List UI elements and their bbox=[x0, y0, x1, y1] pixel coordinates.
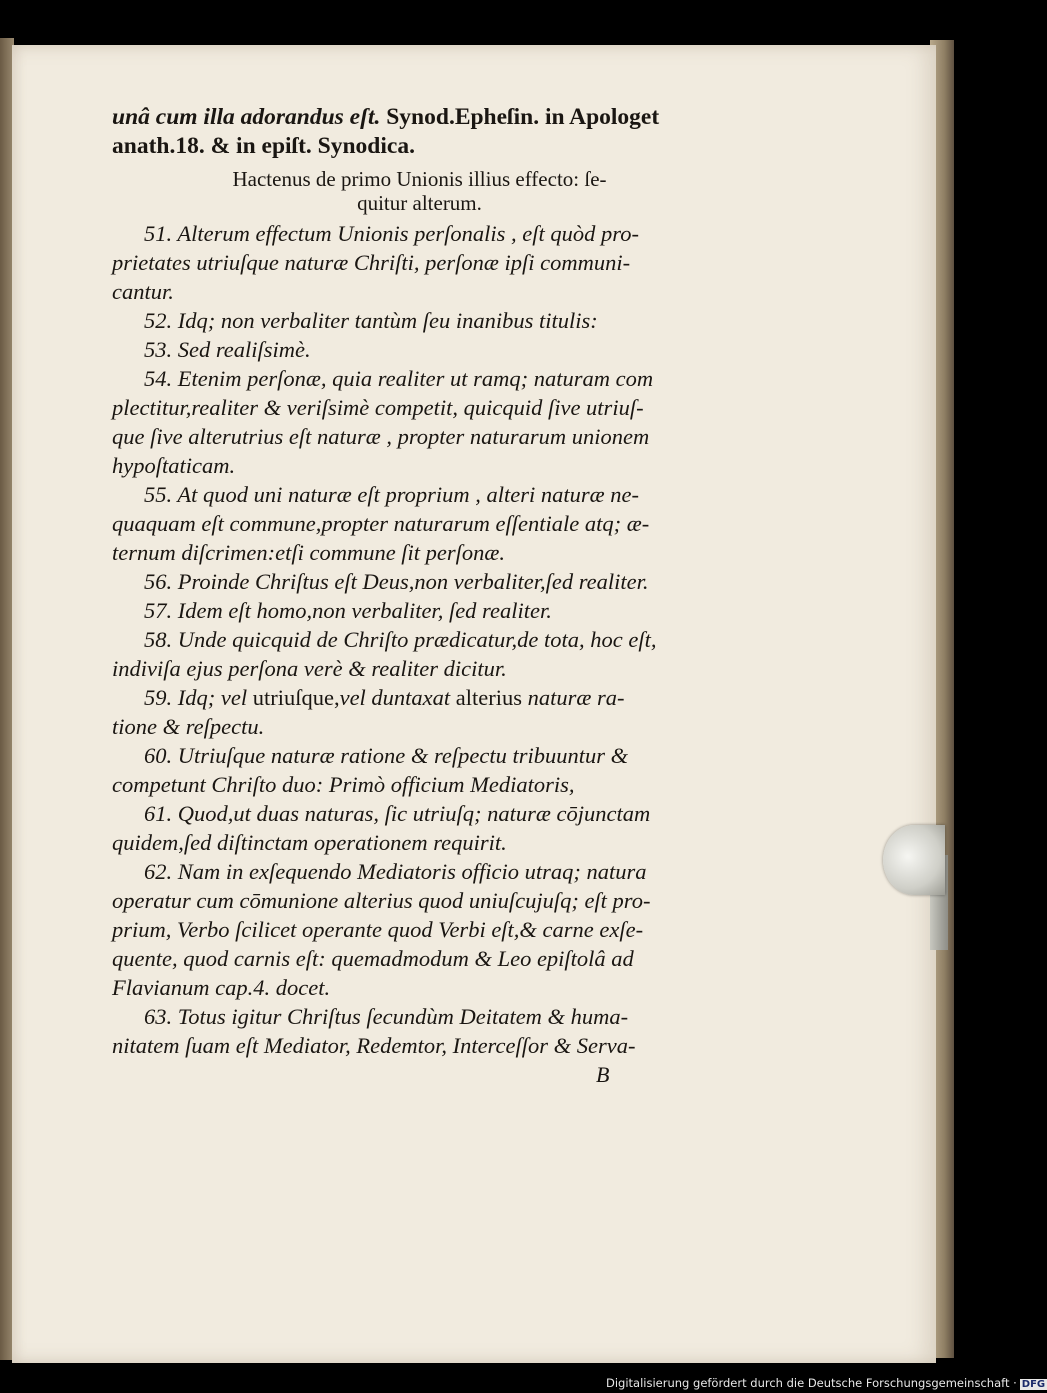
text-fragment: naturæ ra- bbox=[527, 685, 625, 710]
text-line-59 bbox=[112, 683, 727, 712]
text-line: 56. Proinde Chriſtus eſt Deus,non verbaliter,ſed realiter. bbox=[144, 569, 649, 594]
text-line: nitatem ſuam eſt Mediator, Redemtor, Interceſſor & Serva- bbox=[112, 1033, 636, 1058]
digitization-credit bbox=[606, 1376, 1047, 1390]
section-heading bbox=[112, 167, 727, 215]
text-line: 52. Idq; non verbaliter tantùm ſeu inanibus titulis: bbox=[144, 308, 598, 333]
text-line: cantur. bbox=[112, 279, 174, 304]
text-line: hypoſtaticam. bbox=[112, 453, 236, 478]
section-heading-line-1: Hactenus de primo Unionis illius effecto: ſe- bbox=[232, 167, 607, 191]
header-italic: unâ cum illa adorandus eſt. bbox=[112, 104, 381, 130]
text-fragment: alterius bbox=[455, 685, 528, 710]
section-heading-line-2: quitur alterum. bbox=[357, 191, 482, 215]
header-line-1 bbox=[112, 103, 727, 132]
text-line: 63. Totus igitur Chriſtus ſecundùm Deitatem & huma- bbox=[144, 1004, 629, 1029]
text-line: Flavianum cap.4. docet. bbox=[112, 975, 331, 1000]
text-line: quente, quod carnis eſt: quemadmodum & Leo epiſtolâ ad bbox=[112, 946, 634, 971]
book-page bbox=[12, 45, 936, 1363]
signature-mark: B bbox=[596, 1062, 610, 1087]
text-line: indiviſa ejus perſona verè & realiter dicitur. bbox=[112, 656, 507, 681]
text-line: 61. Quod,ut duas naturas, ſic utriuſq; naturæ cōjunctam bbox=[144, 801, 651, 826]
header-line-2: anath.18. & in epiſt. Synodica. bbox=[112, 133, 415, 159]
page-clip bbox=[883, 825, 945, 895]
text-line: 55. At quod uni naturæ eſt proprium , alteri naturæ ne- bbox=[144, 482, 640, 507]
page-text bbox=[112, 103, 727, 1060]
text-line: competunt Chriſto duo: Primò officium Mediatoris, bbox=[112, 772, 575, 797]
text-line: tione & reſpectu. bbox=[112, 714, 265, 739]
dfg-logo: DFG bbox=[1021, 1379, 1046, 1390]
text-line: prium, Verbo ſcilicet operante quod Verbi eſt,& carne exſe- bbox=[112, 917, 644, 942]
text-fragment: vel duntaxat bbox=[339, 685, 456, 710]
header-roman: Synod.Epheſin. in Apologet bbox=[380, 104, 660, 130]
text-line: ternum diſcrimen:etſi commune ſit perſonæ. bbox=[112, 540, 506, 565]
credit-text: Digitalisierung gefördert durch die Deutsche Forschungsgemeinschaft · bbox=[606, 1376, 1017, 1390]
text-line: 54. Etenim perſonæ, quia realiter ut ramq; naturam com bbox=[144, 366, 654, 391]
text-fragment: utriuſque, bbox=[252, 685, 340, 710]
text-line: 58. Unde quicquid de Chriſto prædicatur,de tota, hoc eſt, bbox=[144, 627, 657, 652]
text-line: 57. Idem eſt homo,non verbaliter, ſed realiter. bbox=[144, 598, 552, 623]
text-line: quidem,ſed diſtinctam operationem requirit. bbox=[112, 830, 507, 855]
text-line: plectitur,realiter & veriſsimè competit, quicquid ſive utriuſ- bbox=[112, 395, 644, 420]
text-line: operatur cum cōmunione alterius quod uniuſcujuſq; eſt pro- bbox=[112, 888, 651, 913]
text-line: quaquam eſt commune,propter naturarum eſſentiale atq; æ- bbox=[112, 511, 650, 536]
text-line: que ſive alterutrius eſt naturæ , propter naturarum unionem bbox=[112, 424, 650, 449]
text-line: 53. Sed realiſsimè. bbox=[144, 337, 311, 362]
text-line: 62. Nam in exſequendo Mediatoris officio utraq; natura bbox=[144, 859, 647, 884]
text-line: 60. Utriuſque naturæ ratione & reſpectu tribuuntur & bbox=[144, 743, 629, 768]
text-line: 51. Alterum effectum Unionis perſonalis , eſt quòd pro- bbox=[144, 221, 639, 246]
text-line: prietates utriuſque naturæ Chriſti, perſonæ ipſi communi- bbox=[112, 250, 631, 275]
text-fragment: 59. Idq; vel bbox=[144, 685, 253, 710]
